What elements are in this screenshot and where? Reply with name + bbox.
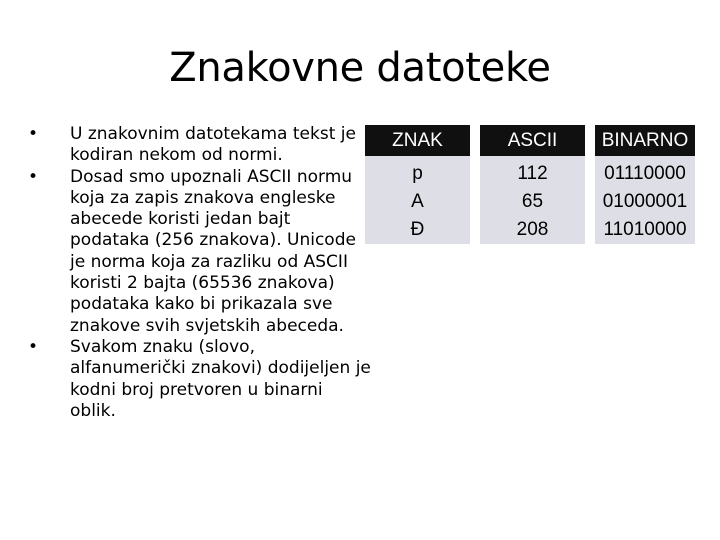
table-row [365, 156, 695, 188]
cell-binarno: 01110000 [595, 156, 695, 188]
cell-ascii: 112 [480, 156, 585, 188]
header-ascii: ASCII [480, 125, 585, 156]
cell-binarno: 11010000 [595, 216, 695, 244]
bullet-dot: • [28, 124, 39, 144]
encoding-table-wrapper [365, 125, 695, 244]
cell-ascii: 208 [480, 216, 585, 244]
bullet-dot: • [28, 336, 39, 357]
encoding-table [365, 125, 695, 244]
cell-znak: A [365, 188, 470, 216]
table-row [365, 188, 695, 216]
cell-znak: p [365, 156, 470, 188]
cell-ascii: 65 [480, 188, 585, 216]
header-binarno: BINARNO [595, 125, 695, 156]
bullet-text: Dosad smo upoznali ASCII normu koja za zapis znakova engleske abecede koristi jedan bajt podataka (256 znakova). Unicode je norma koja za razliku od ASCII koristi 2 bajta (65536 znakova) podataka kako bi prikazala sve znakove svih svjetskih abeceda. [70, 166, 356, 336]
slide-title: Znakovne datoteke [169, 45, 551, 91]
bullet-item [28, 337, 373, 422]
bullet-text: Svakom znaku (slovo, alfanumerički znakovi) dodijeljen je kodni broj pretvoren u binarni oblik. [70, 336, 371, 421]
header-znak: ZNAK [365, 125, 470, 156]
bullet-list [28, 124, 373, 422]
bullet-item [28, 167, 373, 337]
cell-znak: Đ [365, 216, 470, 244]
table-row [365, 216, 695, 244]
table-header-row [365, 125, 695, 156]
cell-binarno: 01000001 [595, 188, 695, 216]
bullet-dot: • [28, 166, 39, 187]
bullet-text: U znakovnim datotekama tekst je kodiran nekom od normi. [70, 124, 356, 166]
bullet-item [28, 124, 373, 167]
